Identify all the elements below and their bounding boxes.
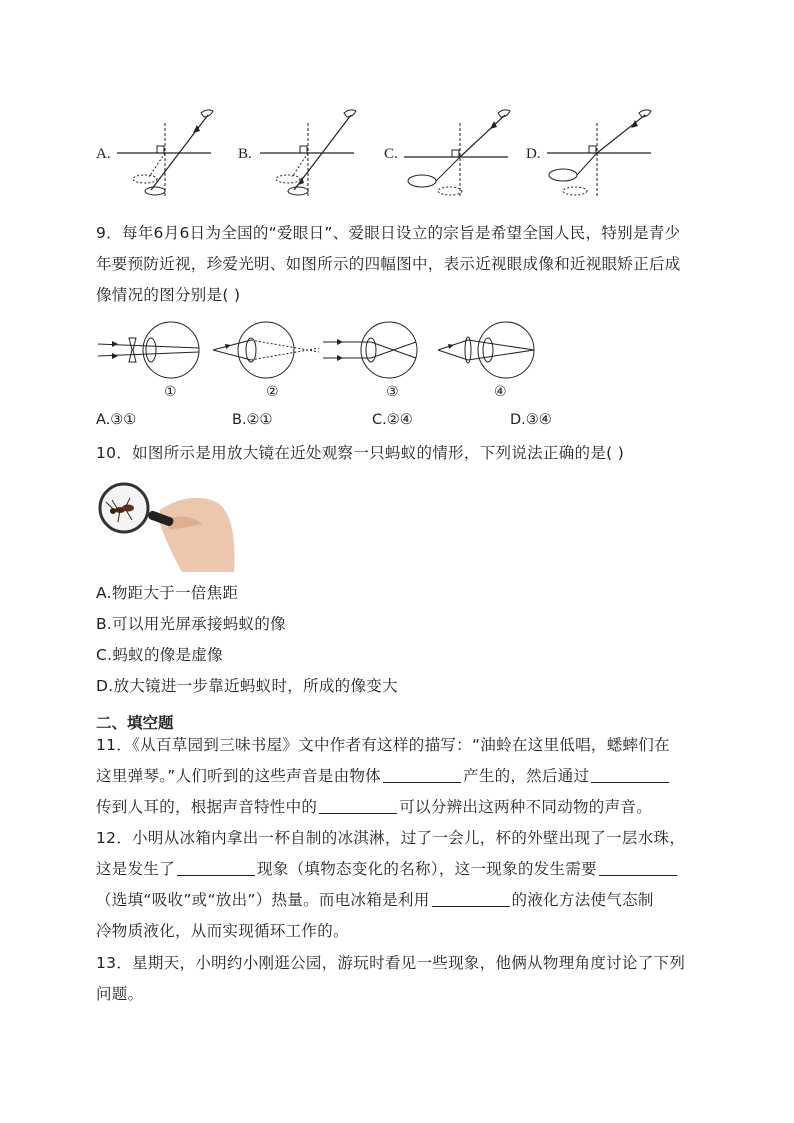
q12-text-3b: 的液化方法使气态制 xyxy=(511,891,654,909)
q12-blank-2[interactable] xyxy=(599,858,677,876)
q13-line-2: 问题。 xyxy=(96,985,144,1003)
q11-line-2 xyxy=(96,761,716,792)
q13 xyxy=(96,948,716,1010)
q11-blank-1[interactable] xyxy=(383,765,461,783)
q12-text-2b: 现象（填物态变化的名称），这一现象的发生需要 xyxy=(257,860,597,878)
q12-line-1: 12．小明从冰箱内拿出一杯自制的冰淇淋，过了一会儿，杯的外壁出现了一层水珠， xyxy=(96,829,686,847)
q9-option-b: B.②① xyxy=(232,412,273,428)
q12-text-3a: （选填“吸收”或“放出”）热量。而电冰箱是利用 xyxy=(96,891,430,909)
q12 xyxy=(96,823,716,947)
q9-eye-figures xyxy=(96,318,546,406)
q9-fig-label-4: ④ xyxy=(494,384,507,400)
q10-options xyxy=(96,578,398,702)
q10-option-d: D.放大镜进一步靠近蚂蚁时，所成的像变大 xyxy=(96,677,398,695)
q11-blank-3[interactable] xyxy=(319,796,397,814)
q8-diagram-a xyxy=(115,105,215,200)
q8-diagram-d xyxy=(545,105,655,200)
q9-line-1: 9．每年6月6日为全国的“爱眼日”、爱眼日设立的宗旨是希望全国人民，特别是青少 xyxy=(96,224,681,242)
q9-option-c: C.②④ xyxy=(372,412,413,428)
q8-option-c-label: C. xyxy=(384,146,398,162)
q12-line-3 xyxy=(96,885,716,916)
q11 xyxy=(96,730,716,823)
q10-option-a: A.物距大于一倍焦距 xyxy=(96,584,239,602)
q8-option-d-label: D. xyxy=(526,146,541,162)
q10-option-b: B.可以用光屏承接蚂蚁的像 xyxy=(96,615,286,633)
q12-line-2 xyxy=(96,854,716,885)
q9-option-d: D.③④ xyxy=(510,412,552,428)
section-heading: 二、填空题 xyxy=(96,714,174,732)
q9-eye-diagram-1 xyxy=(96,318,206,383)
q9-eye-diagram-2 xyxy=(211,318,321,383)
q11-text-2b: 产生的，然后通过 xyxy=(462,767,590,785)
q9-eye-diagram-4 xyxy=(436,318,546,383)
q11-line-3 xyxy=(96,792,716,823)
q8-option-a-label: A. xyxy=(96,146,111,162)
q9-fig-label-3: ③ xyxy=(386,384,399,400)
q9-stem xyxy=(96,218,716,311)
q9-line-3: 像情况的图分别是( ) xyxy=(96,286,241,304)
q11-blank-2[interactable] xyxy=(591,765,669,783)
q11-text-3a: 传到人耳的，根据声音特性中的 xyxy=(96,798,318,816)
q9-eye-diagram-3 xyxy=(321,318,431,383)
q9-line-2: 年要预防近视，珍爱光明、如图所示的四幅图中，表示近视眼成像和近视眼矫正后成 xyxy=(96,255,681,273)
q10-option-c: C.蚂蚁的像是虚像 xyxy=(96,646,223,664)
q10-stem: 10．如图所示是用放大镜在近处观察一只蚂蚁的情形，下列说法正确的是( ) xyxy=(96,444,625,462)
magnifier-ant-photo xyxy=(98,480,238,575)
q9-option-a: A.③① xyxy=(96,412,137,428)
q12-line-4: 冷物质液化，从而实现循环工作的。 xyxy=(96,922,349,940)
q8-diagram-c xyxy=(402,105,512,200)
q12-text-2a: 这是发生了 xyxy=(96,860,176,878)
q8-diagram-b xyxy=(258,105,358,200)
q9-fig-label-2: ② xyxy=(266,384,279,400)
q13-line-1: 13．星期天，小明约小刚逛公园，游玩时看见一些现象，他俩从物理角度讨论了下列 xyxy=(96,954,686,972)
q8-option-b-label: B. xyxy=(238,146,252,162)
q11-text-3b: 可以分辨出这两种不同动物的声音。 xyxy=(399,798,653,816)
q11-line-1: 11．《从百草园到三味书屋》文中作者有这样的描写：“油蛉在这里低唱，蟋蟀们在 xyxy=(96,736,670,754)
q11-text-2a: 这里弹琴。”人们听到的这些声音是由物体 xyxy=(96,767,381,785)
q12-blank-1[interactable] xyxy=(177,858,255,876)
q8-figures xyxy=(90,100,670,200)
q9-fig-label-1: ① xyxy=(164,384,177,400)
q12-blank-3[interactable] xyxy=(432,889,510,907)
